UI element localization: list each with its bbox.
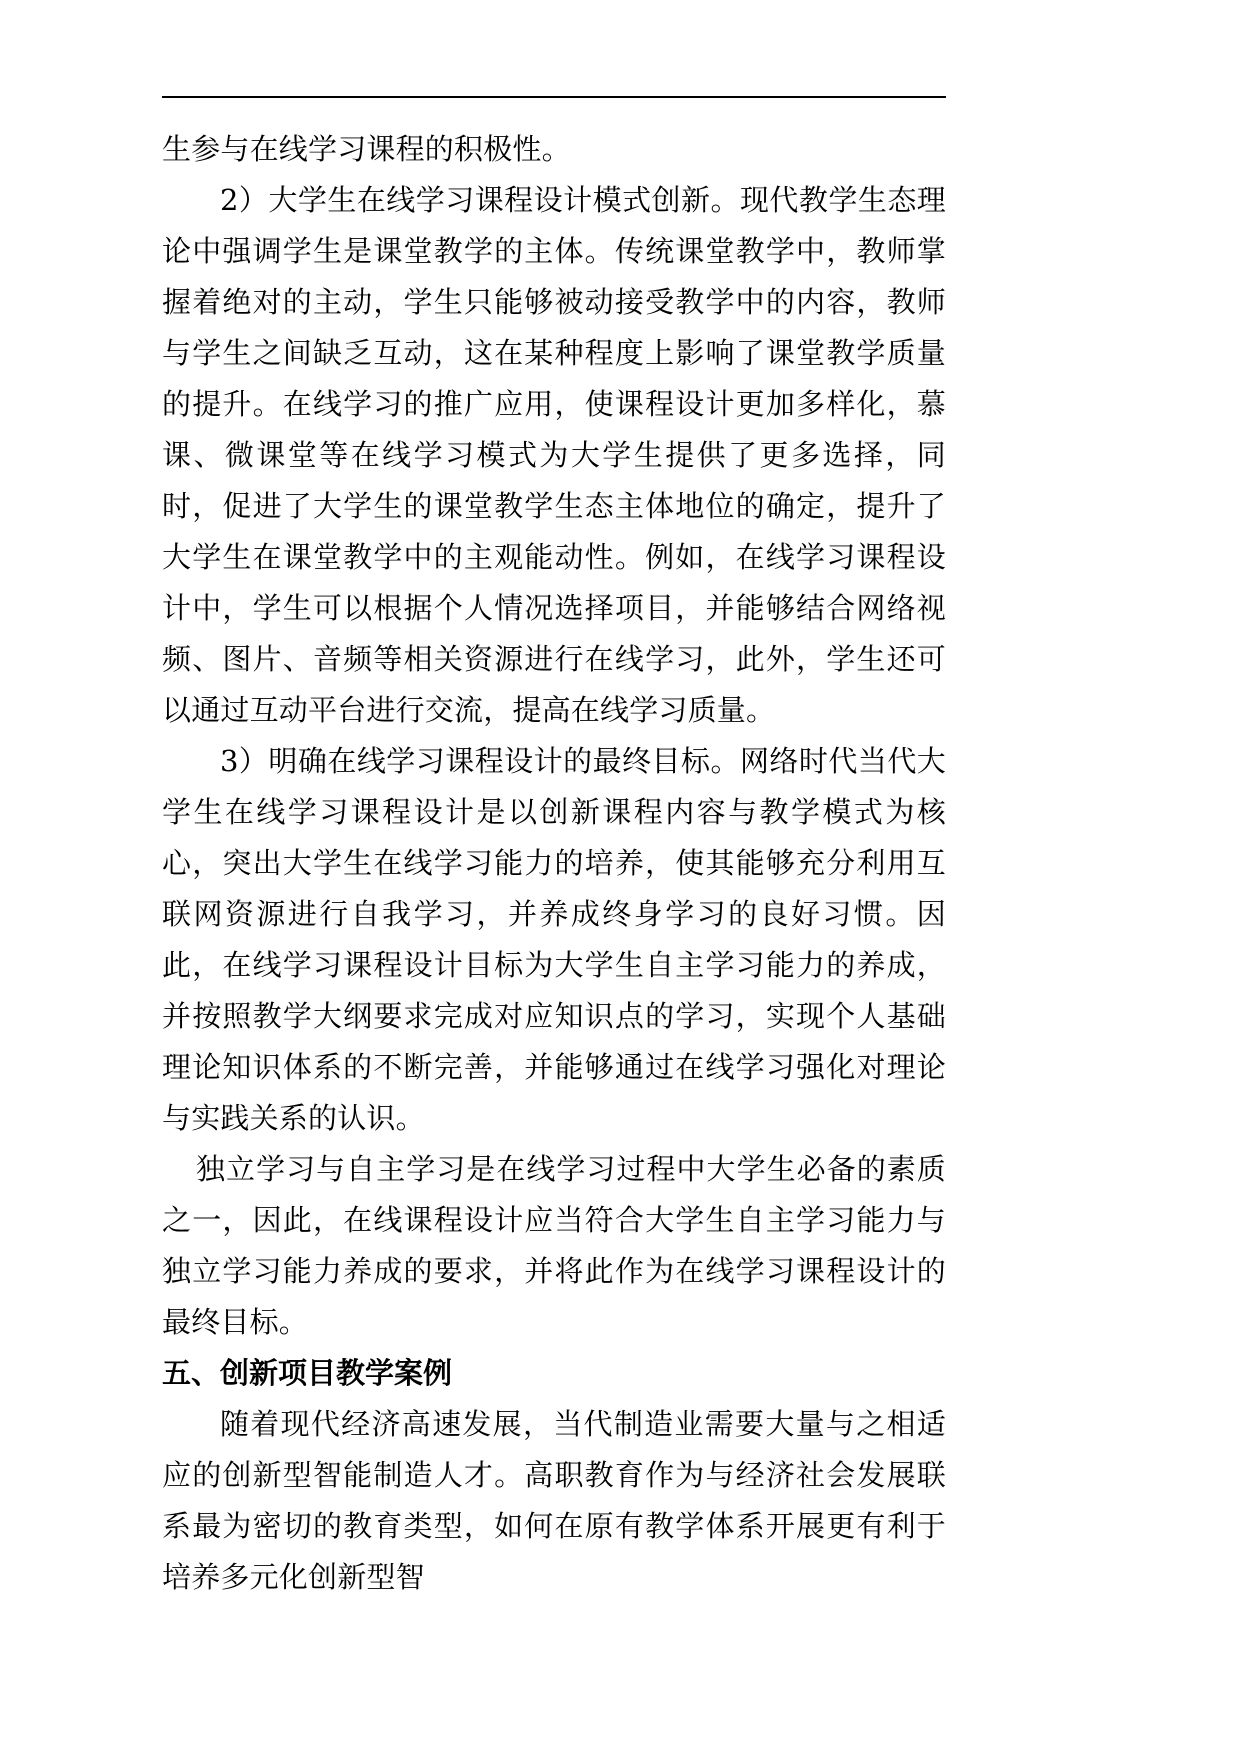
paragraph-item-2: 2）大学生在线学习课程设计模式创新。现代教学生态理论中强调学生是课堂教学的主体。传统课堂教学中，教师掌握着绝对的主动，学生只能够被动接受教学中的内容，教师与学生之间缺乏互动，这在某种程度上影响了课堂教学质量的提升。在线学习的推广应用，使课程设计更加多样化，慕课、微课堂等在线学习模式为大学生提供了更多选择，同时，促进了大学生的课堂教学生态主体地位的确定，提升了大学生在课堂教学中的主观能动性。例如，在线学习课程设计中，学生可以根据个人情况选择项目，并能够结合网络视频、图片、音频等相关资源进行在线学习，此外，学生还可以通过互动平台进行交流，提高在线学习质量。: [162, 183, 946, 727]
header-rule: [162, 96, 946, 98]
paragraph-independent-study: 独立学习与自主学习是在线学习过程中大学生必备的素质之一，因此，在线课程设计应当符合大学生自主学习能力与独立学习能力养成的要求，并将此作为在线学习课程设计的最终目标。: [162, 1152, 946, 1339]
page-content: [162, 96, 946, 1603]
paragraph-continuation: 生参与在线学习课程的积极性。: [162, 132, 571, 166]
paragraph-case-intro: 随着现代经济高速发展，当代制造业需要大量与之相适应的创新型智能制造人才。高职教育作为与经济社会发展联系最为密切的教育类型，如何在原有教学体系开展更有利于培养多元化创新型智: [162, 1407, 946, 1594]
section-heading-five: 五、创新项目教学案例: [162, 1356, 453, 1390]
paragraph-item-3: 3）明确在线学习课程设计的最终目标。网络时代当代大学生在线学习课程设计是以创新课程内容与教学模式为核心，突出大学生在线学习能力的培养，使其能够充分利用互联网资源进行自我学习，并养成终身学习的良好习惯。因此，在线学习课程设计目标为大学生自主学习能力的养成，并按照教学大纲要求完成对应知识点的学习，实现个人基础理论知识体系的不断完善，并能够通过在线学习强化对理论与实践关系的认识。: [162, 744, 946, 1135]
